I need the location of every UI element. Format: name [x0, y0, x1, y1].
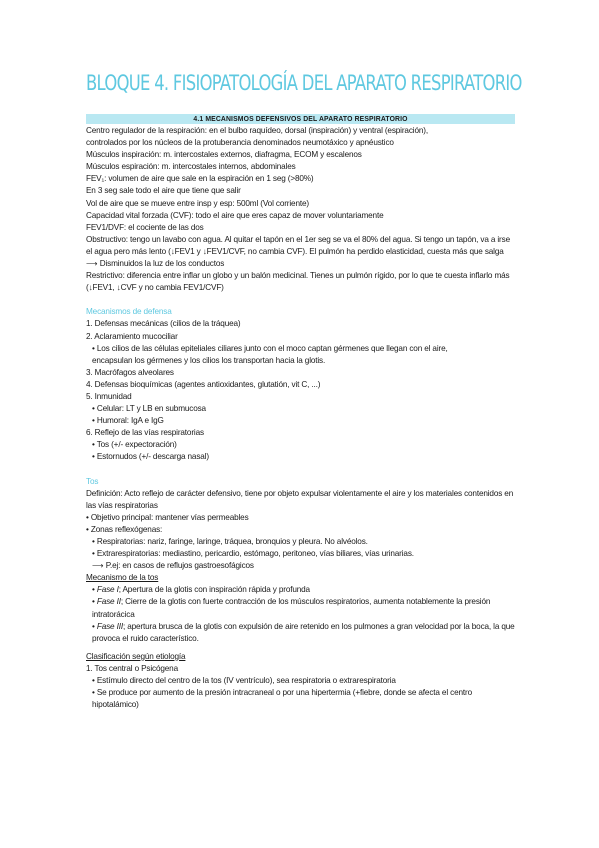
- intro-line: FEV₁: volumen de aire que sale en la espiración en 1 seg (>80%): [86, 174, 314, 184]
- section-banner: [86, 114, 515, 124]
- list-item: 6. Reflejo de las vías respiratorias: [86, 428, 204, 438]
- list-item: 1. Tos central o Psicógena: [86, 663, 178, 673]
- list-item: • Estornudos (+/- descarga nasal): [92, 452, 209, 462]
- list-item: • Respiratorias: nariz, faringe, laringe, tráquea, bronquios y pleura. No alvéolos.: [92, 537, 368, 546]
- list-item: • Objetivo principal: mantener vías permeables: [86, 512, 249, 522]
- list-item-fase-3: • Fase III; apertura brusca de la glotis con expulsión de aire retenido en los pulmones a gran velocidad por la boca, la que provoca el ruido característico.: [92, 621, 515, 643]
- intro-line: Músculos espiración: m. intercostales internos, abdominales: [86, 162, 296, 172]
- intro-line: Centro regulador de la respiración: en el bulbo raquídeo, dorsal (inspiración) y ventral (espiración),: [86, 126, 428, 135]
- intro-paragraph-obstructivo: Obstructivo: tengo un lavabo con agua. Al quitar el tapón en el 1er seg se va el 80% del agua. Si tengo un tapón, va a irse el agua pero más lento (↓FEV1 y ↓FEV1/CVF, no cambia CVF). El pulmón ha perdido elasticidad, cuesta más que salga: [86, 234, 510, 256]
- fase-text: ; apertura brusca de la glotis con expulsión de aire retenido en los pulmones a gran velocidad por la boca, la que provoca el ruido característico.: [92, 621, 515, 643]
- list-item-fase-1: • Fase I; Apertura de la glotis con inspiración rápida y profunda: [92, 585, 310, 595]
- section-heading-defensa: Mecanismos de defensa: [86, 307, 172, 317]
- fase-label: Fase II: [96, 597, 121, 607]
- intro-line: Capacidad vital forzada (CVF): todo el aire que eres capaz de mover voluntariamente: [86, 210, 384, 220]
- list-item: • Estímulo directo del centro de la tos (IV ventrículo), sea respiratoria o extrarespiratoria: [92, 676, 396, 686]
- list-item: 4. Defensas bioquímicas (agentes antioxidantes, glutatión, vit C, ...): [86, 379, 321, 389]
- intro-line: FEV1/DVF: el cociente de las dos: [86, 222, 204, 232]
- list-item: 2. Aclaramiento mucociliar: [86, 331, 178, 341]
- tos-definition: Definición: Acto reflejo de carácter defensivo, tiene por objeto expulsar violentamente el aire y los materiales contenidos en las vías respiratorias: [86, 488, 514, 510]
- section-banner-text: 4.1 MECANISMOS DEFENSIVOS DEL APARATO RESPIRATORIO: [193, 114, 408, 123]
- subheading-mecanismo: Mecanismo de la tos: [86, 573, 159, 583]
- fase-label: Fase I: [96, 585, 119, 595]
- fase-label: Fase III: [96, 621, 123, 631]
- list-item: • Humoral: IgA e IgG: [92, 416, 164, 426]
- intro-line: Músculos inspiración: m. intercostales externos, diafragma, ECOM y escalenos: [86, 150, 362, 160]
- list-item: • Tos (+/- expectoración): [92, 440, 177, 450]
- list-item: 3. Macrófagos alveolares: [86, 367, 174, 377]
- intro-paragraph-restrictivo: Restrictivo: diferencia entre inflar un globo y un balón medicinal. Tienes un pulmón rígido, por lo que te cuesta inflarlo más (↓FEV1, ↓CVF y no cambia FEV1/CVF): [86, 271, 510, 293]
- section-heading-tos: Tos: [86, 476, 99, 486]
- subheading-clasificacion: Clasificación según etiología: [86, 651, 186, 661]
- fase-text: ; Cierre de la glotis con fuerte contracción de los músculos respiratorios, aumenta notablemente la presión intratorácica: [92, 597, 491, 619]
- intro-line: controlados por los núcleos de la protuberancia denominados neumotáxico y apnéustico: [86, 138, 394, 148]
- list-item: • Zonas reflexógenas:: [86, 524, 163, 534]
- intro-line: ⟶ Disminuidos la luz de los conductos: [86, 259, 225, 269]
- list-item: • Se produce por aumento de la presión intracraneal o por una hipertermia (+fiebre, donde se afecta el centro hipotalámico): [92, 688, 472, 710]
- list-item: 5. Inmunidad: [86, 391, 132, 401]
- fase-text: ; Apertura de la glotis con inspiración rápida y profunda: [118, 585, 310, 595]
- document-title: BLOQUE 4. FISIOPATOLOGÍA DEL APARATO RESPIRATORIO: [86, 71, 522, 95]
- intro-line: En 3 seg sale todo el aire que tiene que salir: [86, 186, 241, 196]
- document-body: [86, 125, 518, 711]
- list-item: • Los cilios de las células epiteliales ciliares junto con el moco captan gérmenes que llegan con el aire,: [92, 343, 448, 353]
- list-item-fase-2: • Fase II; Cierre de la glotis con fuerte contracción de los músculos respiratorios, aumenta notablemente la presión intratorácica: [92, 597, 491, 619]
- intro-line: Vol de aire que se mueve entre insp y esp: 500ml (Vol corriente): [86, 198, 309, 208]
- list-item: ⟶ P.ej: en casos de reflujos gastroesofágicos: [92, 561, 254, 571]
- list-item: encapsulan los gérmenes y los cilios los transportan hacia la glotis.: [92, 355, 326, 365]
- list-item: • Extrarespiratorias: mediastino, pericardio, estómago, peritoneo, vías biliares, vías urinarias.: [92, 549, 414, 559]
- list-item: 1. Defensas mecánicas (cilios de la tráquea): [86, 319, 241, 329]
- list-item: • Celular: LT y LB en submucosa: [92, 404, 206, 414]
